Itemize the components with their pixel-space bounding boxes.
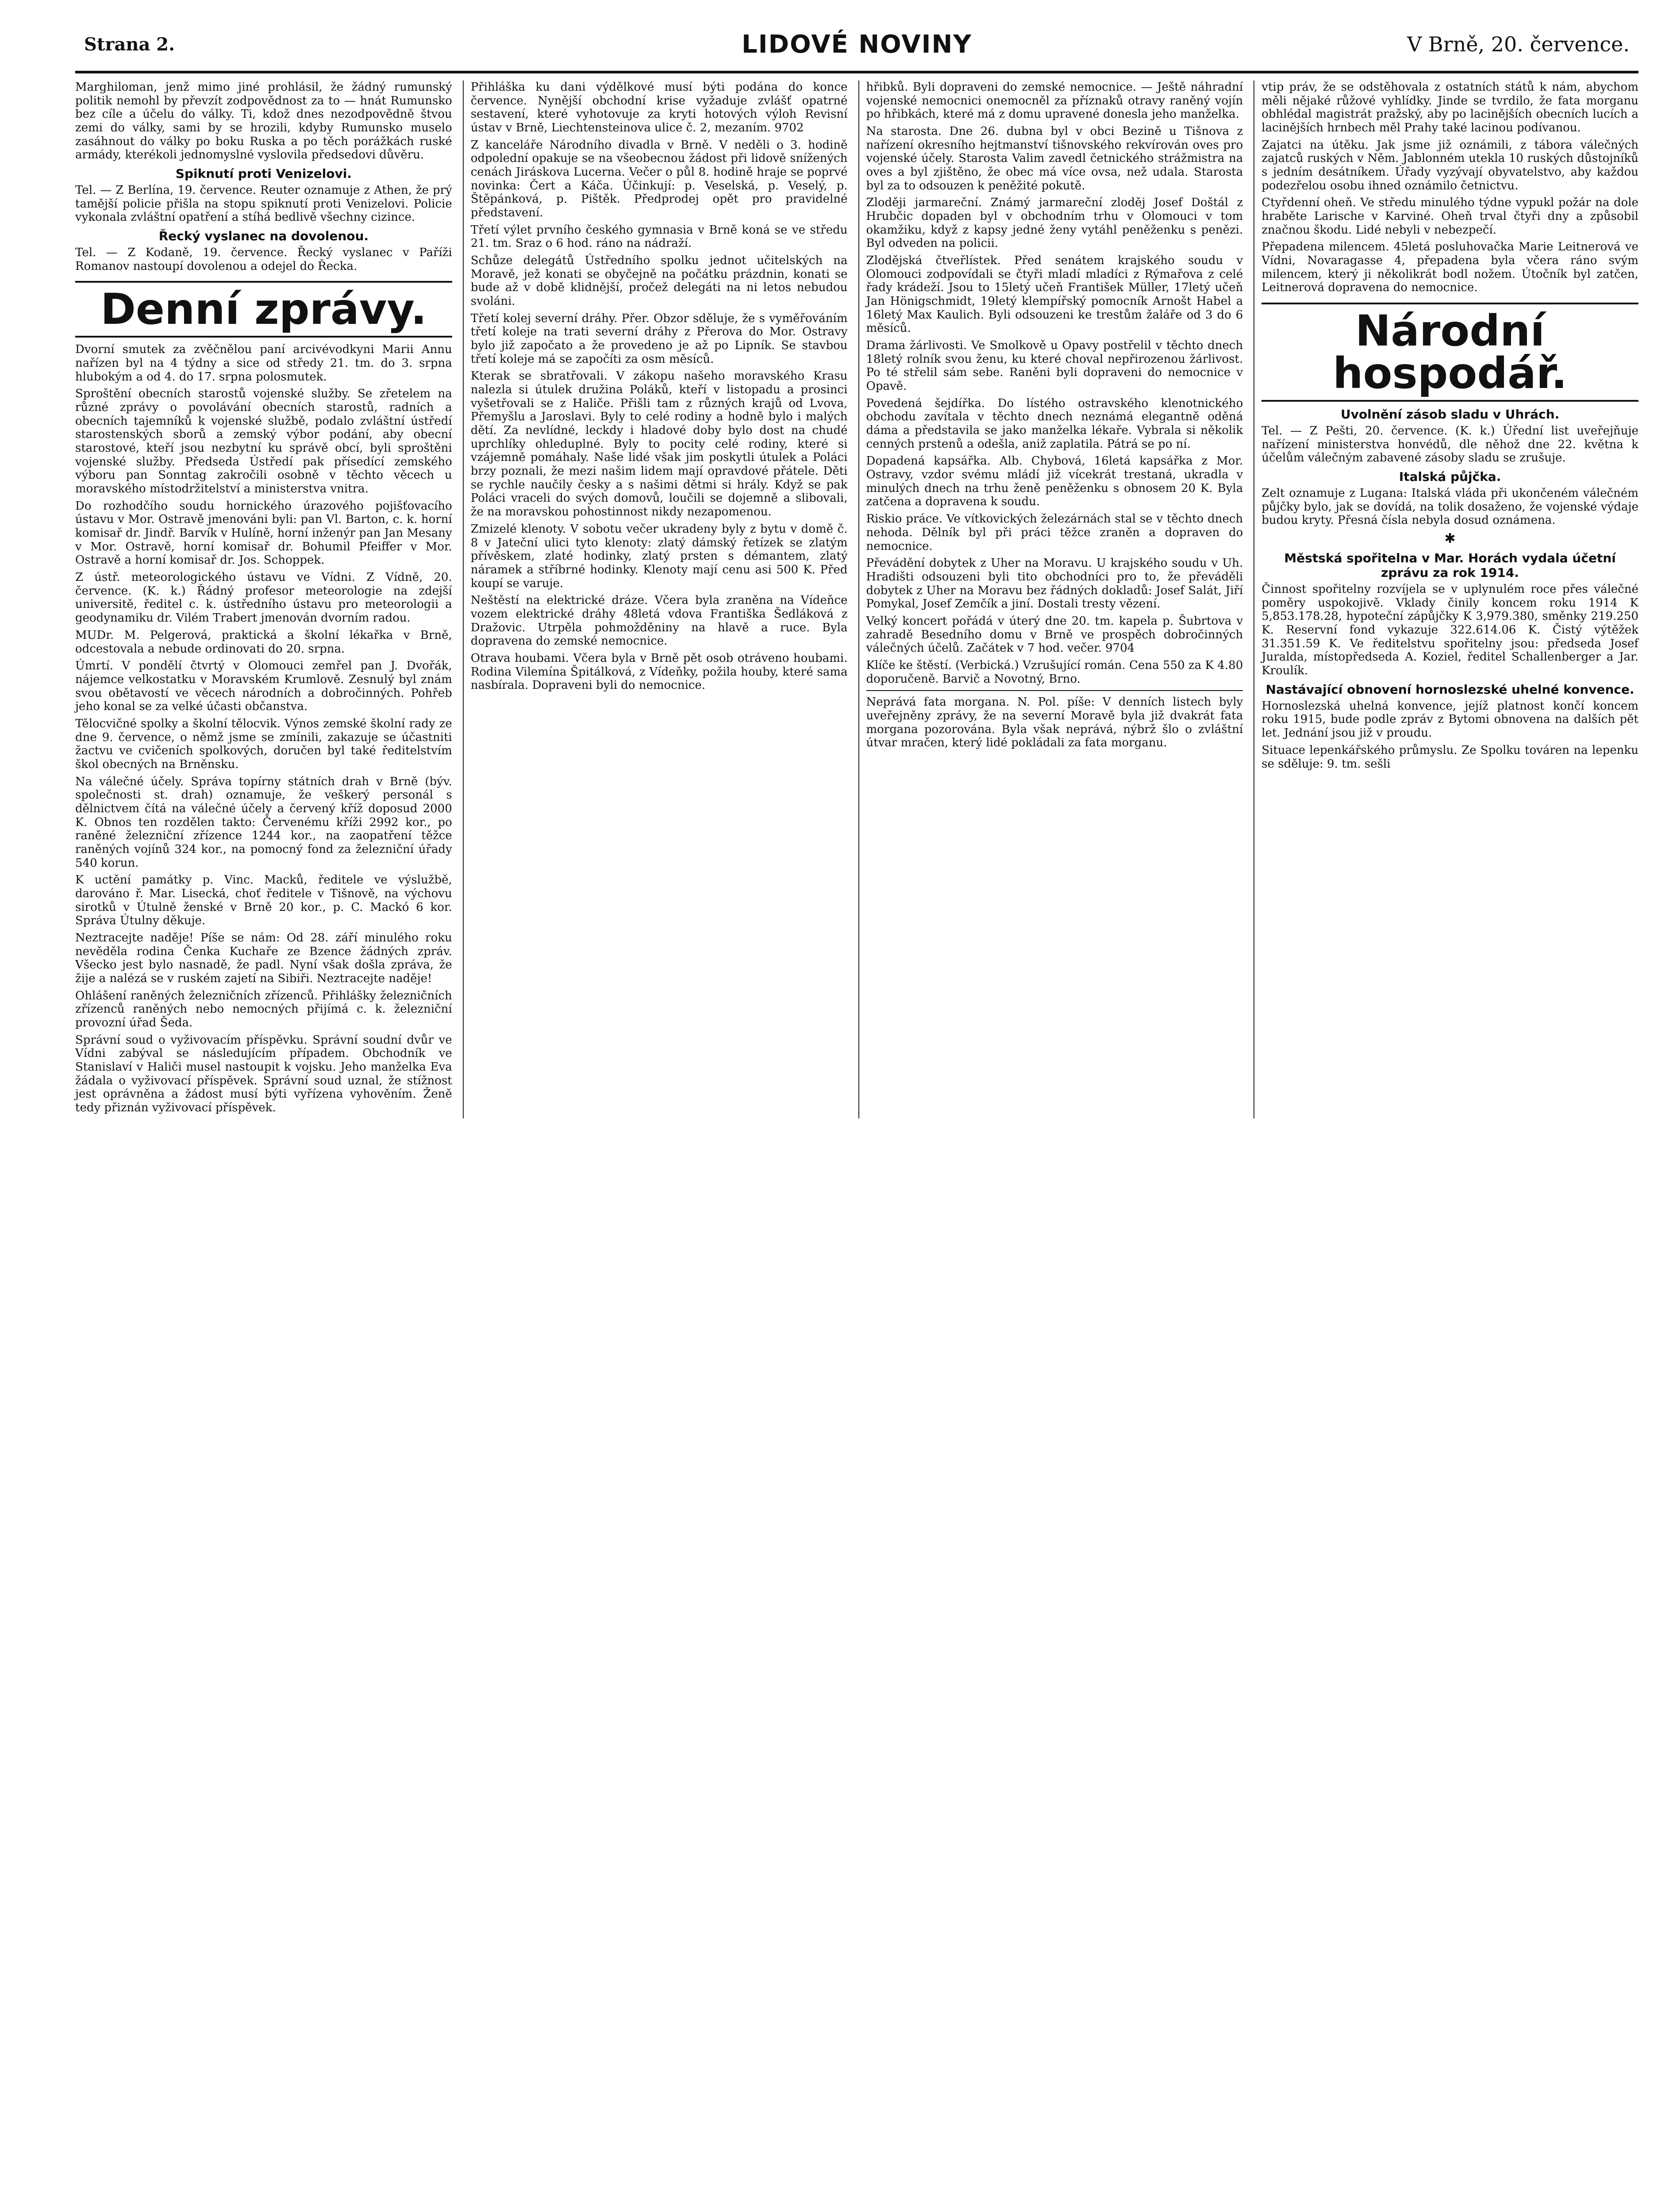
page-number: Strana 2.	[84, 34, 175, 55]
article-text: MUDr. M. Pelgerová, praktická a školní lékařka v Brně, odcestovala a nebude ordinovati do 20. srpna.	[75, 628, 452, 656]
article-text: K uctění památky p. Vinc. Macků, ředitele ve výslužbě, darováno ř. Mar. Lisecká, choť ředitele v Tišnově, na výchovu sirotků v Útulně ženské v Brně 20 kor., p. C. Mackó 6 kor. Správa Útulny děkuje.	[75, 873, 452, 928]
article-text: Správní soud o vyživovacím příspěvku. Správní soudní dvůr ve Vídni zabýval se následujícím případem. Obchodník ve Stanislaví v Haliči musel nastoupit k vojsku. Jeho manželka Eva žádala o vyživovací příspěvek. Správní soud uznal, že stížnost jest oprávněna a žádost musí býti vyřízena vyhověním. Ženě tedy přiznán vyživovací příspěvek.	[75, 1033, 452, 1114]
article-text: Tel. — Z Kodaně, 19. července. Řecký vyslanec v Paříži Romanov nastoupí dovolenou a odejel do Řecka.	[75, 246, 452, 273]
article-text: Třetí kolej severní dráhy. Přer. Obzor sděluje, že s vyměřováním třetí koleje na trati severní dráhy z Přerova do Mor. Ostravy bylo již započato a že provedeno je až po Lipník. Se stavbou třetí koleje má se započíti za osm měsíců.	[470, 311, 848, 366]
article-text: Situace lepenkářského průmyslu. Ze Spolku továren na lepenku se sděluje: 9. tm. sešli	[1261, 743, 1638, 771]
article-heading: Italská půjčka.	[1399, 469, 1501, 484]
column-2	[463, 81, 848, 1118]
article-text: Činnost spořitelny rozvíjela se v uplynulém roce přes válečné poměry uspokojivě. Vklady činily koncem roku 1914 K 5,853.178.28, hypoteční zápůjčky K 3,979.380, směnky 219.250 K. Reservní fond vykazuje 322.614.06 K. Čistý výtěžek 31.351.59 K. Ve ředitelstvu spořitelny jsou: předseda Josef Juralda, místopředseda A. Koziel, ředitel Schallenberger a Jar. Kroulík.	[1261, 583, 1638, 678]
article-text: Převádění dobytek z Uher na Moravu. U krajského soudu v Uh. Hradišti odsouzeni byli tito obchodníci pro to, že převáděli dobytek z Uher na Moravu bez řádných dokladů: Josef Salát, Jiří Pomykal, Josef Zemčík a jiní. Dostali tresty vězení.	[866, 557, 1243, 611]
article-text: Ctyřdenní oheň. Ve středu minulého týdne vypukl požár na dole hraběte Larische v Karviné. Oheň trval čtyři dny a způsobil značnou škodu. Lidé nebyli v nebezpečí.	[1261, 196, 1638, 237]
article-text: Kterak se sbratřovali. V zákopu našeho moravského Krasu nalezla si útulek družina Poláků, kteří v listopadu a prosinci vyšetřovali se z Haliče. Přišli tam z různých krajů od Lvova, Přemyšlu a Jaroslavi. Byly to celé rodiny a hodně bylo i malých dětí. Za nevlídné, leckdy i hladové doby bylo dost na chudé uprchlíky ohleduplné. Byly to pocity celé rodiny, které si vzájemně pomáhaly. Naše lidé však jim poskytli útulek a Poláci brzy poznali, že mezi našim lidem mají opravdové přátele. Děti se rychle naučily česky a s našimi dětmi si hrály. Když se pak Poláci vraceli do svých domovů, loučili se dojemně a slibovali, že na moravskou pohostinnost nikdy nezapomenou.	[470, 369, 848, 519]
article-heading: Řecký vyslanec na dovolenou.	[158, 229, 369, 244]
article-text: Neztracejte naděje! Píše se nám: Od 28. září minulého roku nevěděla rodina Čenka Kuchaře ze Bzence žádných zpráv. Všecko jest bylo nasnadě, že padl. Nyní však došla zpráva, že žije a nalézá se v ruském zajetí na Sibiři. Neztracejte naděje!	[75, 931, 452, 985]
article-text: Zelt oznamuje z Lugana: Italská vláda při ukončeném válečném půjčky bylo, jak se dovídá, na tolik dosaženo, že vojenské výdaje budou kryty. Přesná čísla nebyla dosud oznámena.	[1261, 487, 1638, 527]
article-heading: Spiknutí proti Venizelovi.	[175, 166, 352, 181]
article-text: Sproštění obecních starostů vojenské služby. Se zřetelem na různé zprávy o povolávání obecních starostů, radních a obecních tajemníků k vojenské službě, podalo zvláštní ústředí starostenských sborů a zemský výbor podání, aby obecní starostové, kteří jsou nezbytní ku správě obcí, byli sproštěni vojenské služby. Předseda Ústředí pak přísedící zemského výboru pan Sonntag zakročili osobně v těchto věcech u moravského místodržitelství a ministerstva vnitra.	[75, 387, 452, 496]
article-text: hřibků. Byli dopraveni do zemské nemocnice. — Ještě náhradní vojenské nemocnici onemocněl za příznaků otravy raněný vojín po hřibkách, které má z domu upravené donesla jeho manželka.	[866, 81, 1243, 121]
divider	[866, 690, 1243, 691]
article-text: Zmizelé klenoty. V sobotu večer ukradeny byly z bytu v domě č. 8 v Jateční ulici tyto klenoty: zlatý dámský řetízek se zlatým přívěskem, zlaté hodinky, zlatý prsten s démantem, zlatý náramek a stříbrné hodinky. Klenoty mají cenu asi 500 K. Před koupí se varuje.	[470, 522, 848, 590]
article-text: Zajatci na útěku. Jak jsme již oznámili, z tábora válečných zajatců ruských v Něm. Jablonném utekla 10 ruských důstojníků s jedním desátníkem. Úřady vyzývají obyvatelstvo, aby každou podezřelou osobu ihned oznámilo četnictvu.	[1261, 138, 1638, 192]
article-text: Schůze delegátů Ústředního spolku jednot učitelských na Moravě, jež konati se obyčejně na počátku prázdnin, konati se bude až v době klidnější, pročež delegáti na ni letos nebudou svoláni.	[470, 254, 848, 308]
article-text: Třetí výlet prvního českého gymnasia v Brně koná se ve středu 21. tm. Sraz o 6 hod. ráno na nádraží.	[470, 223, 848, 250]
column-3	[858, 81, 1243, 1118]
column-1	[75, 81, 452, 1118]
article-text: Drama žárlivosti. Ve Smolkově u Opavy postřelil v těchto dnech 18letý rolník svou ženu, ku které choval nepřirozenou žárlivost. Po té střelil sám sebe. Raněni byli dopraveni do nemocnice v Opavě.	[866, 339, 1243, 393]
article-text: Marghiloman, jenž mimo jiné prohlásil, že žádný rumunský politik nemohl by převzít zodpovědnost za to — hnát Rumunsko bez cíle a účelu do války. Ti, kdož dnes nezodpovědně štvou zemi do války, sami by se hrozili, kdyby Rumunsko muselo zasáhnout do války po boku Ruska a po těch porážkách ruské armády, kterékoli jednomyslné vyslovila předsedovi důvěru.	[75, 81, 452, 162]
section-title: Denní zprávy.	[75, 281, 452, 338]
masthead	[75, 18, 1638, 73]
article-text: Otrava houbami. Včera byla v Brně pět osob otráveno houbami. Rodina Vilemína Špitálková, z Vídeňky, požila houby, které sama nasbírala. Dopraveni byli do nemocnice.	[470, 651, 848, 692]
article-text: Klíče ke štěstí. (Verbická.) Vzrušující román. Cena 550 za K 4.80 doporučeně. Barvič a Novotný, Brno.	[866, 658, 1243, 686]
article-text: Úmrtí. V pondělí čtvrtý v Olomouci zemřel pan J. Dvořák, nájemce velkostatku v Moravském Krumlově. Zesnulý byl znám svou obětavostí ve věcech národních a dobročinných. Pohřeb jeho konal se za velké účasti občanstva.	[75, 659, 452, 714]
asterisk-separator: ✱	[1444, 531, 1456, 547]
article-text: Tel. — Z Pešti, 20. července. (K. k.) Úřední list uveřejňuje nařízení ministerstva honvédů, dle něhož dne 22. května k účelům válečným zabavené zásoby sladu se zrušuje.	[1261, 424, 1638, 465]
article-columns	[75, 81, 1638, 1118]
section-title: Národní hospodář.	[1261, 303, 1638, 402]
newspaper-title: LIDOVÉ NOVINY	[742, 30, 972, 59]
article-heading: Nastávající obnovení hornoslezské uhelné konvence.	[1265, 682, 1634, 697]
article-text: Povedená šejdířka. Do lístého ostravského klenotnického obchodu zavítala v těchto dnech neznámá elegantně oděná dáma a představila se jako manželka lékaře. Vybrala si několik cenných prstenů a odešla, aniž zaplatila. Pátrá se po ní.	[866, 396, 1243, 451]
column-4	[1254, 81, 1638, 1118]
article-text: Na starosta. Dne 26. dubna byl v obci Bezině u Tišnova z nařízení okresního hejtmanství tišnovského rekvírován oves pro vojenské účely. Starosta Valim zavedl četnického strážmistra na oves a byl zjištěno, že obec má více ovsa, než udala. Starosta byl za to odsouzen k peněžité pokutě.	[866, 125, 1243, 192]
article-text: vtip práv, že se odstěhovala z ostatních států k nám, abychom měli nějaké růžové vyhlídky. Jinde se tvrdilo, že fata morganu obhlédal magistrát pražský, aby po lacinějších obecních lucích a lacinějších hrnbech měl Prahy také lacinou podívanou.	[1261, 81, 1638, 135]
article-text: Přihláška ku dani výdělkové musí býti podána do konce července. Nynější obchodní krise vyžaduje zvlášť opatrné sestavení, které vyhotovuje za kryti hotových výloh Revisní ústav v Brně, Liechtensteinova ulice č. 2, mezaním. 9702	[470, 81, 848, 135]
article-text: Dvorní smutek za zvěčnělou paní arcivévodkyni Marii Annu nařízen byl na 4 týdny a sice od středy 21. tm. do 3. srpna hlubokým a od 4. do 17. srpna polosmutek.	[75, 343, 452, 384]
article-text: Ohlášení raněných železničních zřízenců. Přihlášky železničních zřízenců raněných nebo nemocných přijímá c. k. železniční provozní úřad Šeda.	[75, 989, 452, 1029]
article-text: Tělocvičné spolky a školní tělocvik. Výnos zemské školní rady ze dne 9. července, o němž jsme se zmínili, zakazuje se účastniti žactvu ve cvičeních spolkových, doručen byl také ředitelstvím škol obecných na Brněnsku.	[75, 717, 452, 771]
article-heading: Uvolnění zásob sladu v Uhrách.	[1340, 407, 1560, 422]
article-text: Do rozhodčího soudu hornického úrazového pojišťovacího ústavu v Mor. Ostravě jmenováni byli: pan Vl. Barton, c. k. horní komisař dr. Jindř. Barvík v Hulíně, horní inženýr pan Jan Mesany v Mor. Ostravě, horní komisař dr. Bohumil Pfeiffer v Mor. Ostravě a horní komisař dr. Jos. Schoppek.	[75, 499, 452, 567]
article-text: Z kanceláře Národního divadla v Brně. V neděli o 3. hodině odpolední opakuje se na všeobecnou žádost při lidově snížených cenách Jiráskova Lucerna. Večer o půl 8. hodině hraje se poprvé novinka: Čert a Káča. Účinkují: p. Veselská, p. Veselý, p. Štěpánková, p. Pištěk. Předprodej opět pro pravidelné představení.	[470, 138, 848, 220]
article-text: Riskio práce. Ve vítkovických železárnách stal se v těchto dnech nehoda. Dělník byl při práci těžce zraněn a dopraven do nemocnice.	[866, 512, 1243, 553]
article-text: Na válečné účely. Správa topírny státních drah v Brně (býv. společnosti st. drah) oznamuje, že veškerý personál s dělnictvem čítá na válečné účely a červený kříž doposud 2000 K. Obnos ten rozdělen takto: Červenému kříži 2992 kor., po raněné železniční zřízence 1244 kor., na zaopatření těžce raněných vojínů 324 kor., na pomocný fond za železniční úřady 540 korun.	[75, 775, 452, 870]
article-text: Přepadena milencem. 45letá posluhovačka Marie Leitnerová ve Vídni, Novaragasse 4, přepadena byla včera ráno svým milencem, který ji několikrát bodl nožem. Útočník byl zatčen, Leitnerová dopravena do nemocnice.	[1261, 240, 1638, 295]
article-text: Tel. — Z Berlína, 19. července. Reuter oznamuje z Athen, že prý tamější policie přišla na stopu spiknutí proti Venizelovi. Policie vykonala zvláštní opatření a stíhá bedlivě všechny cizince.	[75, 184, 452, 224]
dateline: V Brně, 20. července.	[1407, 32, 1630, 56]
article-text: Zloději jarmareční. Známý jarmareční zloděj Josef Doštál z Hrubčic dopaden byl v obchodním trhu v Olomouci v tom okamžiku, když z kapsy jedné ženy vytáhl peněženku s penězi. Byl odveden na policii.	[866, 196, 1243, 250]
article-text: Neštěstí na elektrické dráze. Včera byla zraněna na Vídeňce vozem elektrické dráhy 48letá vdova Františka Šedláková z Dražovic. Utrpěla pohmožděniny na hlavě a ruce. Byla dopravena do zemské nemocnice.	[470, 594, 848, 648]
article-text: Hornoslezská uhelná konvence, jejíž platnost končí koncem roku 1915, bude podle zpráv z Bytomi obnovena na dalších pět let. Jednání jsou již v proudu.	[1261, 699, 1638, 740]
article-text: Z ústř. meteorologického ústavu ve Vídni. Z Vídně, 20. července. (K. k.) Řádný profesor meteorologie na zdejší universitě, ředitel c. k. ústředního ústavu pro meteorologii a geodynamiku dr. Vilém Trabert jmenován dvorním radou.	[75, 571, 452, 625]
article-text: Neprává fata morgana. N. Pol. píše: V denních listech byly uveřejněny zprávy, že na severní Moravě byla již dvakrát fata morgana pozorována. Byla však neprává, nýbrž šlo o zvláštní útvar mračen, který lidé pokládali za fata morganu.	[866, 695, 1243, 750]
article-text: Velký koncert pořádá v úterý dne 20. tm. kapela p. Šubrtova v zahradě Besedního domu v Brně ve prospěch dobročinných válečných účelů. Začátek v 7 hod. večer. 9704	[866, 614, 1243, 655]
article-heading: Městská spořitelna v Mar. Horách vydala účetní zprávu za rok 1914.	[1284, 551, 1616, 580]
article-text: Dopadená kapsářka. Alb. Chybová, 16letá kapsářka z Mor. Ostravy, vzdor svému mládí již vícekrát trestaná, ukradla v minulých dnech na trhu ženě peněženku s obnosem 20 K. Byla zatčena a dopravena k soudu.	[866, 454, 1243, 509]
article-text: Zlodějská čtveřlístek. Před senátem krajského soudu v Olomouci zodpovídali se čtyři mladí mladíci z Rýmařova z celé řady krádeží. Jsou to 15letý učeň František Müller, 17letý učeň Jan Hönigschmidt, 19letý klempířský pomocník Arnošt Habel a 16letý Max Kaulich. Byli odsouzeni ke trestům žaláře od 3 do 6 měsíců.	[866, 254, 1243, 335]
